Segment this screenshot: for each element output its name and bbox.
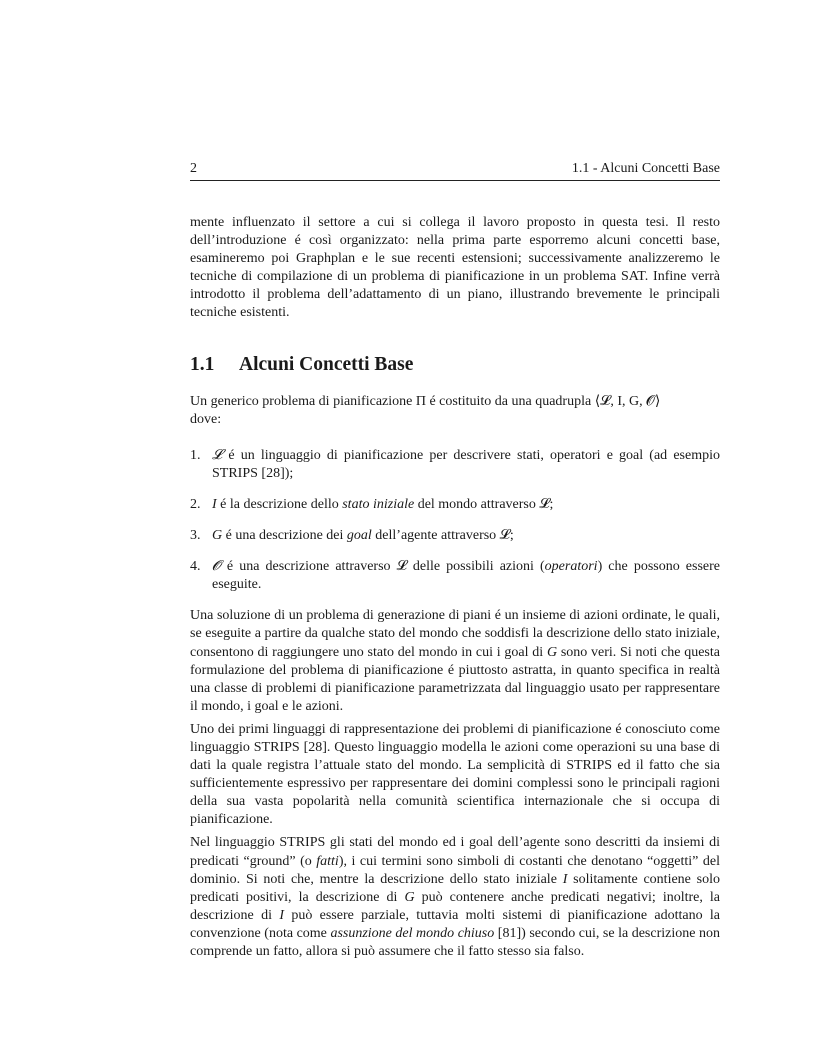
section-heading bbox=[190, 353, 720, 377]
emphasis: fatti bbox=[316, 853, 339, 869]
list-number: 4. bbox=[190, 559, 201, 575]
list-item bbox=[190, 558, 720, 594]
list-number: 2. bbox=[190, 496, 201, 512]
definition-text: Un generico problema di pianificazione Π é costituito da una quadrupla bbox=[190, 393, 595, 409]
states-paragraph bbox=[190, 834, 720, 961]
list-text: ) che possono essere eseguite. bbox=[212, 559, 721, 593]
math-symbol: G bbox=[546, 644, 558, 660]
math-symbol: I bbox=[279, 907, 284, 923]
paragraph-text: ), i cui termini sono simboli di costanti che denotano “oggetti” del dominio. Si noti che, mentre la descrizione dello stato iniziale bbox=[190, 853, 721, 887]
list-text: é un linguaggio di pianificazione per descrivere stati, operatori e goal (ad esempio STRIPS [28]); bbox=[212, 447, 720, 481]
list-text: dell’agente attraverso 𝓛; bbox=[371, 528, 514, 544]
definition-list bbox=[190, 447, 720, 595]
emphasis: assunzione del mondo chiuso bbox=[330, 925, 495, 941]
list-text: é la descrizione dello bbox=[216, 496, 343, 512]
paragraph-text: Una soluzione di un problema di generazione di piani é un insieme di azioni ordinate, le quali, se eseguite a partire da qualche stato del mondo che soddisfi la descrizione dello stato iniziale, consentono di raggiungere uno stato del mondo in cui i goal di bbox=[190, 608, 720, 660]
paragraph-text: solitamente contiene solo predicati positivi, la descrizione di bbox=[190, 871, 721, 905]
intro-paragraph: mente influenzato il settore a cui si collega il lavoro proposto in questa tesi. Il resto dell’introduzione é così organizzato: nella prima parte esporremo alcuni concetti base, esamineremo poi Graphplan e le sue recenti estensioni; successivamente analizzeremo le tecniche di compilazione di un problema di pianificazione in un problema SAT. Infine verrà introdotto il problema dell’adattamento di un piano, illustrando brevemente le principali tecniche esistenti. bbox=[190, 215, 720, 321]
list-number: 3. bbox=[190, 528, 201, 544]
definition-tail: dove: bbox=[190, 411, 222, 427]
math-symbol: 𝓞 bbox=[212, 559, 221, 575]
paragraph-text: [81]) secondo cui, se la descrizione non comprende un fatto, allora si può assumere che il fatto stesso sia falso. bbox=[190, 925, 720, 959]
strips-paragraph: Uno dei primi linguaggi di rappresentazione dei problemi di pianificazione é conosciuto come linguaggio STRIPS [28]. Questo linguaggio modella le azioni come operazioni su una base di dati la quale registra l’attuale stato del mondo. La semplicità di STRIPS ed il fatto che sia sufficientemente espressivo per rappresentare dei domini complessi sono le principali ragioni della sua vasta popolarità nella comunità scientifica internazionale che si occupa di pianificazione. bbox=[190, 721, 720, 828]
math-symbol: G bbox=[404, 889, 415, 905]
tuple-math: ⟨𝓛, I, G, 𝓞⟩ bbox=[594, 393, 661, 409]
emphasis: operatori bbox=[544, 559, 598, 575]
paragraph-text: sono veri. Si noti che questa formulazione del problema di pianificazione é piuttosto astratta, in quanto specifica in realtà una classe di problemi di pianificazione parametrizzata dal linguaggio usato per rappresentare il mondo, i goal e le azioni. bbox=[190, 644, 720, 714]
paragraph-text: può essere parziale, tuttavia molti sistemi di pianificazione adottano la convenzione (nota come bbox=[190, 907, 721, 941]
math-symbol: I bbox=[562, 871, 568, 887]
definition-paragraph bbox=[190, 393, 720, 429]
list-number: 1. bbox=[190, 447, 201, 463]
body-text bbox=[190, 214, 720, 961]
paragraph-text: Nel linguaggio STRIPS gli stati del mondo ed i goal dell’agente sono descritti da insiemi di predicati “ground” (o bbox=[190, 835, 720, 869]
list-text: é una descrizione dei bbox=[222, 528, 347, 544]
section-title: Alcuni Concetti Base bbox=[239, 353, 414, 375]
section-number: 1.1 bbox=[190, 353, 215, 375]
running-header bbox=[190, 160, 720, 181]
emphasis: goal bbox=[346, 528, 372, 544]
list-item bbox=[190, 496, 720, 514]
list-item bbox=[190, 447, 720, 483]
math-symbol: G bbox=[212, 528, 223, 544]
list-text: del mondo attraverso 𝓛; bbox=[414, 496, 554, 512]
list-text: é una descrizione attraverso 𝓛 delle possibili azioni ( bbox=[220, 559, 545, 575]
list-item bbox=[190, 527, 720, 545]
page-number: 2 bbox=[190, 161, 197, 176]
paragraph-text: può contenere anche predicati negativi; inoltre, la descrizione di bbox=[190, 889, 721, 923]
running-title: 1.1 - Alcuni Concetti Base bbox=[571, 161, 720, 176]
emphasis: stato iniziale bbox=[342, 496, 415, 512]
math-symbol: 𝓛 bbox=[212, 447, 223, 463]
solution-paragraph bbox=[190, 607, 720, 716]
math-symbol: I bbox=[212, 496, 217, 512]
